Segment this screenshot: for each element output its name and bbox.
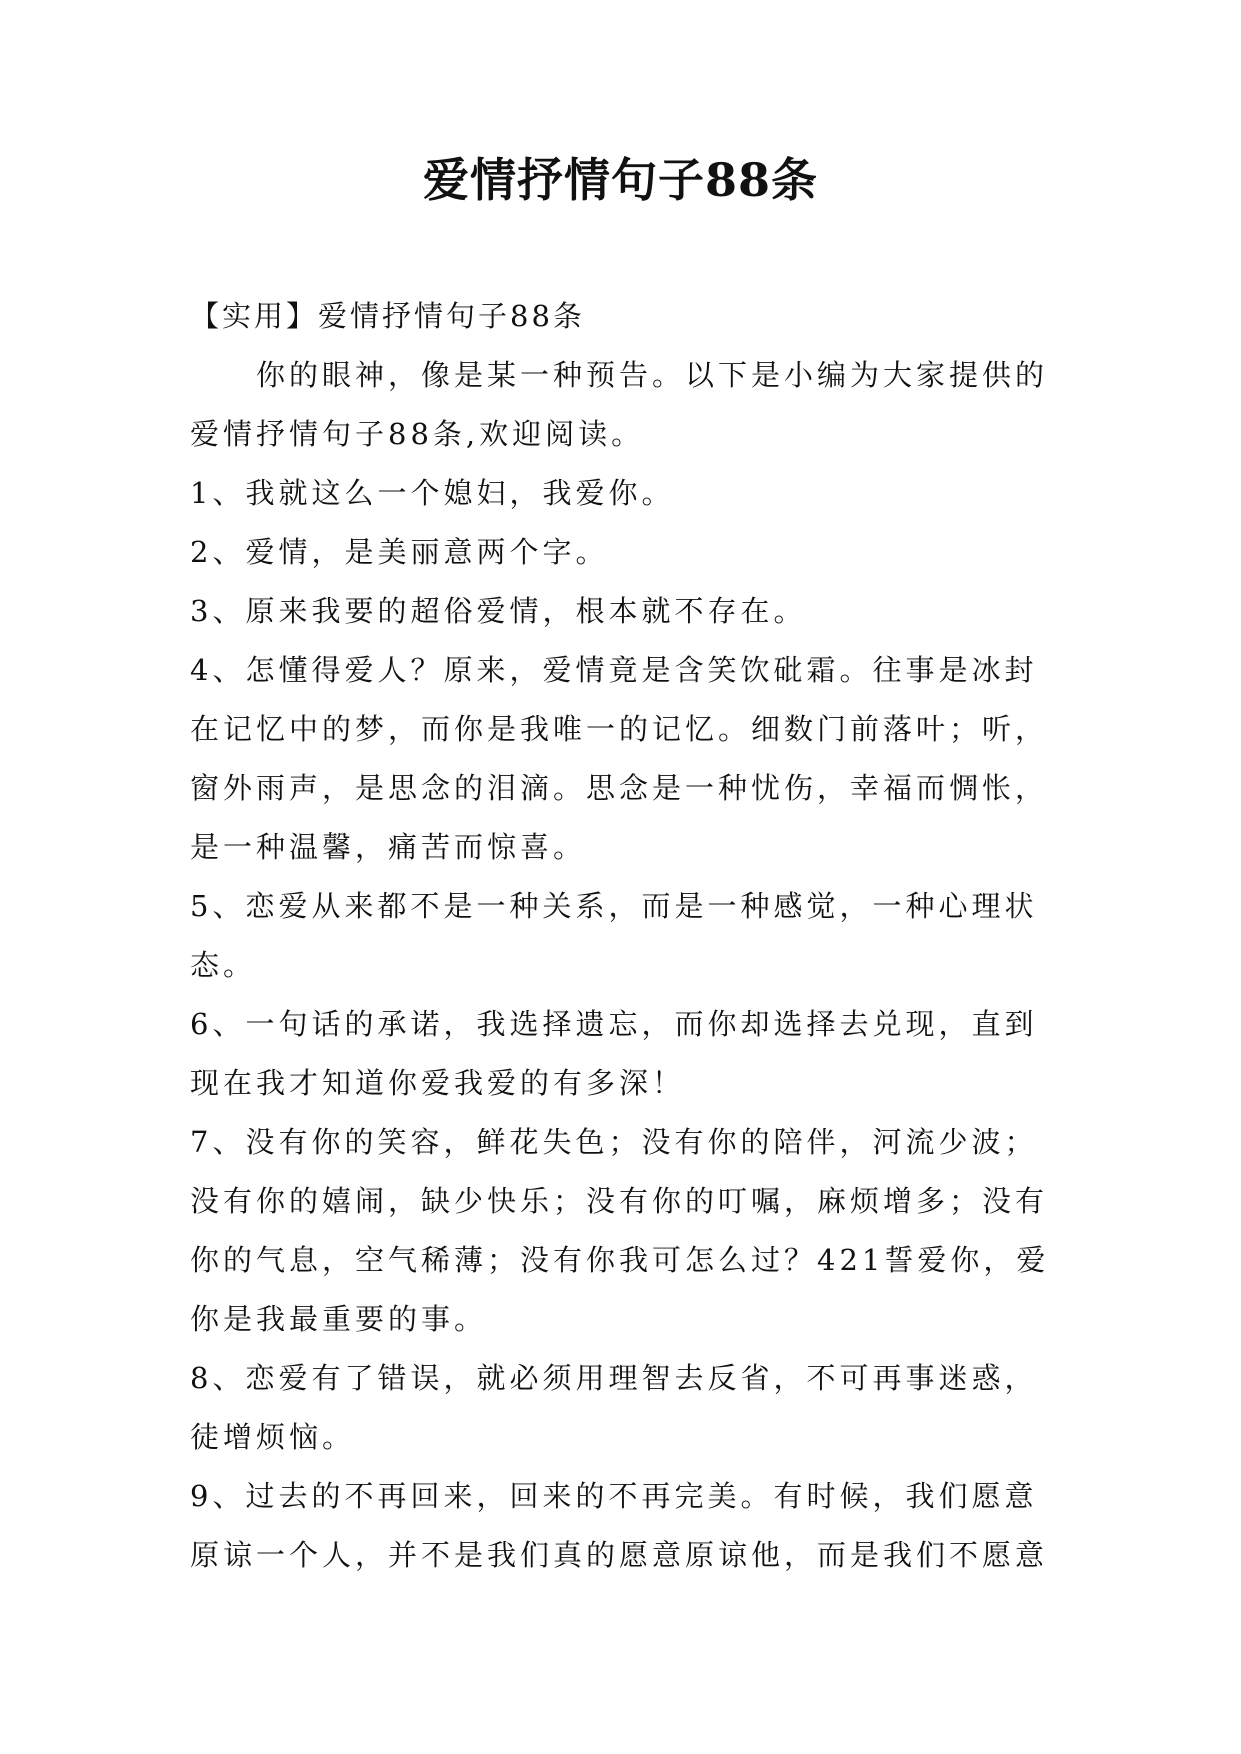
list-item: 1、我就这么一个媳妇，我爱你。 <box>190 476 675 510</box>
list-item: 8、恋爱有了错误，就必须用理智去反省，不可再事迷惑，徒增烦恼。 <box>190 1361 1038 1454</box>
list-item: 5、恋爱从来都不是一种关系，而是一种感觉，一种心理状态。 <box>190 889 1038 982</box>
list-item: 6、一句话的承诺，我选择遗忘，而你却选择去兑现，直到现在我才知道你爱我爱的有多深！ <box>190 1007 1038 1100</box>
document-subtitle: 【实用】爱情抒情句子88条 <box>190 299 585 333</box>
document-body <box>190 287 1050 1585</box>
list-item: 7、没有你的笑容，鲜花失色；没有你的陪伴，河流少波；没有你的嬉闹，缺少快乐；没有你的叮嘱，麻烦增多；没有你的气息，空气稀薄；没有你我可怎么过？421誓爱你，爱你是我最重要的事。 <box>190 1125 1050 1336</box>
intro-paragraph: 你的眼神，像是某一种预告。以下是小编为大家提供的爱情抒情句子88条,欢迎阅读。 <box>190 358 1049 451</box>
list-item: 9、过去的不再回来，回来的不再完美。有时候，我们愿意原谅一个人，并不是我们真的愿意原谅他，而是我们不愿意 <box>190 1479 1049 1572</box>
list-item: 2、爱情，是美丽意两个字。 <box>190 535 609 569</box>
list-item: 3、原来我要的超俗爱情，根本就不存在。 <box>190 594 807 628</box>
list-item: 4、怎懂得爱人？原来，爱情竟是含笑饮砒霜。往事是冰封在记忆中的梦，而你是我唯一的记忆。细数门前落叶；听，窗外雨声，是思念的泪滴。思念是一种忧伤，幸福而惆怅，是一种温馨，痛苦而惊喜。 <box>190 653 1049 864</box>
document-title: 爱情抒情句子88条 <box>422 153 818 207</box>
